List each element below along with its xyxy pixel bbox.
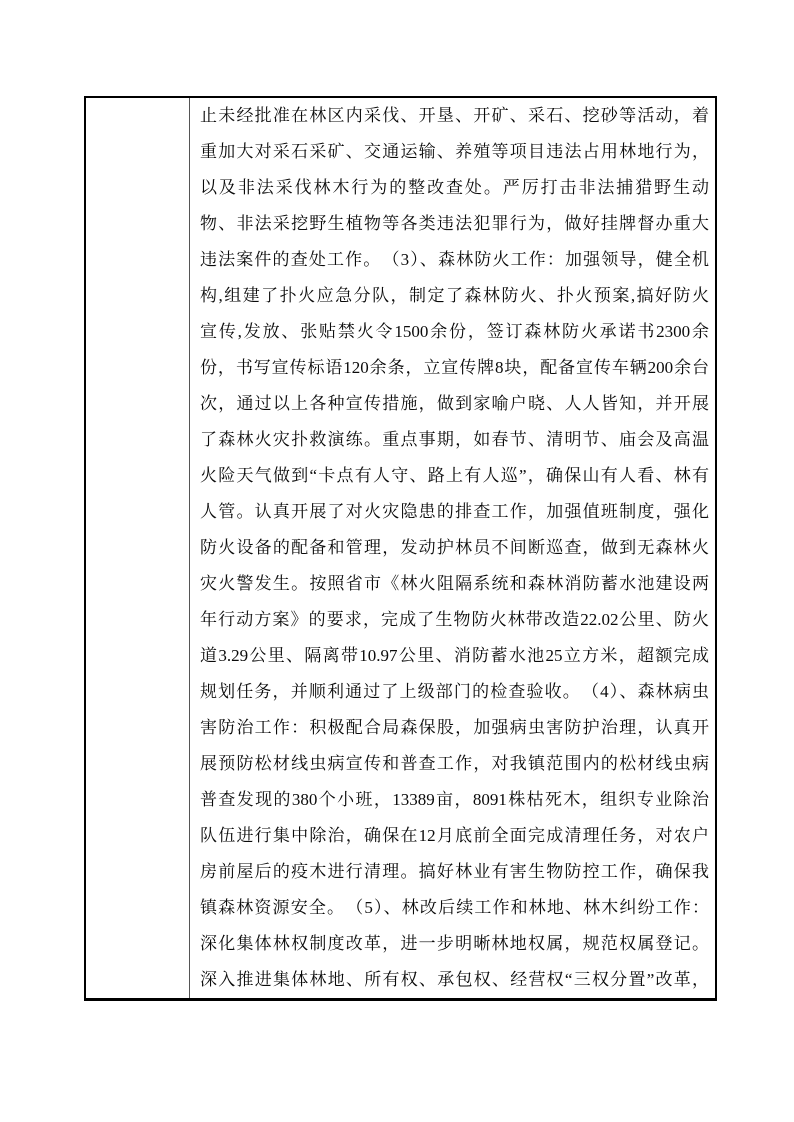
text-line: 规划任务，并顺利通过了上级部门的检查验收。 （4）、森林病虫 — [200, 682, 709, 701]
text-line: 害防治工作：积极配合局森保股，加强病虫害防护治理，认真开 — [200, 718, 709, 737]
text-line: 镇森林资源安全。 （5）、林改后续工作和林地、林木纠纷工作： — [200, 898, 709, 917]
text-line: 份，书写宣传标语120余条，立宣传牌8块，配备宣传车辆200余台 — [200, 358, 709, 377]
text-line: 普查发现的380个小班，13389亩，8091株枯死木，组织专业除治 — [200, 790, 709, 809]
text-line: 队伍进行集中除治，确保在12月底前全面完成清理任务，对农户 — [200, 826, 709, 845]
text-line: 深入推进集体林地、所有权、承包权、经营权“三权分置”改革， — [200, 970, 709, 989]
text-line: 物、非法采挖野生植物等各类违法犯罪行为，做好挂牌督办重大 — [200, 214, 709, 233]
text-line: 防火设备的配备和管理，发动护林员不间断巡查，做到无森林火 — [200, 538, 709, 557]
text-line: 深化集体林权制度改革，进一步明晰林地权属，规范权属登记。 — [200, 934, 709, 953]
text-line: 止未经批准在林区内采伐、开垦、开矿、采石、挖砂等活动，着 — [200, 106, 709, 125]
text-line: 重加大对采石采矿、交通运输、养殖等项目违法占用林地行为， — [200, 142, 709, 161]
text-line: 宣传,发放、张贴禁火令1500余份，签订森林防火承诺书2300余 — [200, 322, 709, 341]
text-line: 房前屋后的疫木进行清理。搞好林业有害生物防控工作，确保我 — [200, 862, 709, 881]
text-line: 道3.29公里、隔离带10.97公里、消防蓄水池25立方米，超额完成 — [200, 646, 709, 665]
text-line: 了森林火灾扑救演练。重点事期，如春节、清明节、庙会及高温 — [200, 430, 709, 449]
table-empty-label-cell — [86, 98, 190, 998]
text-line: 灾火警发生。按照省市《林火阻隔系统和森林消防蓄水池建设两 — [200, 574, 709, 593]
text-line: 违法案件的查处工作。 （3）、森林防火工作：加强领导，健全机 — [200, 250, 709, 269]
text-line: 展预防松材线虫病宣传和普查工作，对我镇范围内的松材线虫病 — [200, 754, 709, 773]
text-line: 年行动方案》的要求，完成了生物防火林带改造22.02公里、防火 — [200, 610, 709, 629]
text-line: 构,组建了扑火应急分队，制定了森林防火、扑火预案,搞好防火 — [200, 286, 709, 305]
text-line: 人管。认真开展了对火灾隐患的排查工作，加强值班制度，强化 — [200, 502, 709, 521]
text-line: 火险天气做到“卡点有人守、路上有人巡”，确保山有人看、林有 — [200, 466, 709, 485]
text-line: 以及非法采伐林木行为的整改查处。严厉打击非法捕猎野生动 — [200, 178, 709, 197]
text-line: 次，通过以上各种宣传措施，做到家喻户晓、人人皆知，并开展 — [200, 394, 709, 413]
document-table — [84, 96, 717, 1001]
table-content-cell — [190, 98, 715, 998]
